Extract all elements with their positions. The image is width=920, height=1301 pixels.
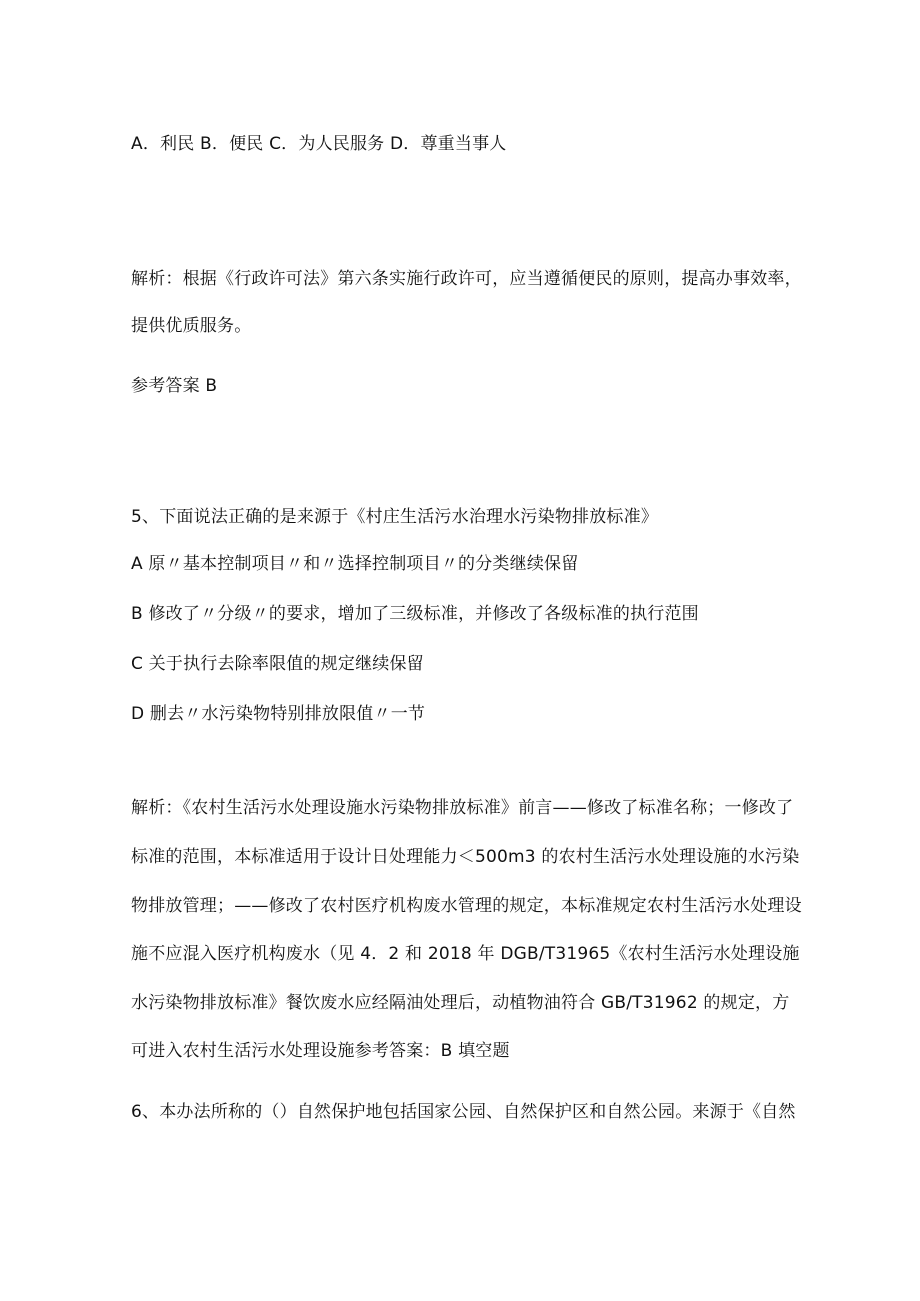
q5-option-d: D 删去〃水污染物特别排放限值〃一节 xyxy=(131,704,426,724)
q4-answer: 参考答案 B xyxy=(131,376,218,396)
q6-question: 6、本办法所称的（）自然保护地包括国家公园、自然保护区和自然公园。来源于《自然 xyxy=(131,1102,796,1122)
q5-question: 5、下面说法正确的是来源于《村庄生活污水治理水污染物排放标准》 xyxy=(131,507,659,527)
q5-analysis-line-4: 施不应混入医疗机构废水（见 4．2 和 2018 年 DGB/T31965《农村生活污水处理设施 xyxy=(131,944,800,964)
q5-option-c: C 关于执行去除率限值的规定继续保留 xyxy=(131,654,424,674)
q5-analysis-line-2: 标准的范围，本标准适用于设计日处理能力＜500m3 的农村生活污水处理设施的水污染 xyxy=(131,847,800,867)
q4-analysis-line-2: 提供优质服务。 xyxy=(131,316,252,336)
q5-option-a: A 原〃基本控制项目〃和〃选择控制项目〃的分类继续保留 xyxy=(131,554,579,574)
q4-options: A．利民 B．便民 C．为人民服务 D．尊重当事人 xyxy=(131,134,507,154)
q5-analysis-line-1: 解析：《农村生活污水处理设施水污染物排放标准》前言——修改了标准名称；一修改了 xyxy=(131,798,794,818)
q5-analysis-line-3: 物排放管理；——修改了农村医疗机构废水管理的规定，本标准规定农村生活污水处理设 xyxy=(131,896,802,916)
q4-analysis-line-1: 解析：根据《行政许可法》第六条实施行政许可，应当遵循便民的原则，提高办事效率， xyxy=(131,269,802,289)
q5-option-b: B 修改了〃分级〃的要求，增加了三级标准，并修改了各级标准的执行范围 xyxy=(131,604,699,624)
q5-analysis-line-5: 水污染物排放标准》餐饮废水应经隔油处理后，动植物油符合 GB/T31962 的规定，方 xyxy=(131,993,790,1013)
q5-analysis-line-6: 可进入农村生活污水处理设施参考答案：B 填空题 xyxy=(131,1041,510,1061)
